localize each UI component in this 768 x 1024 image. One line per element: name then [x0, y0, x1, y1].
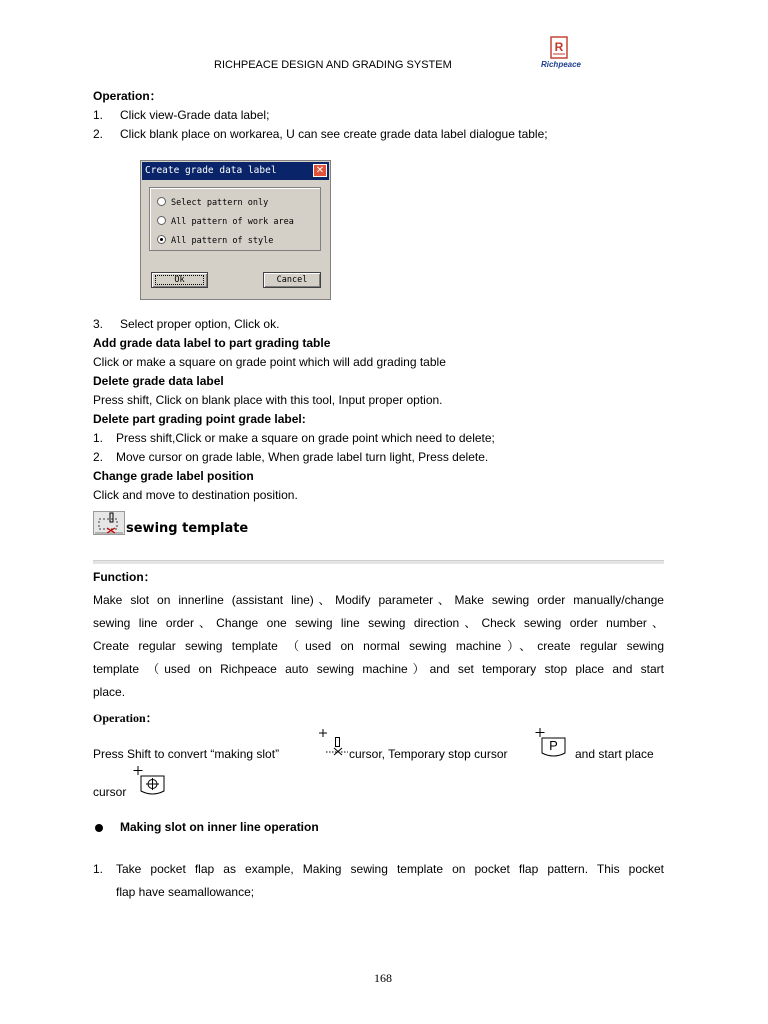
- dialog-titlebar: [142, 162, 329, 180]
- option-label: Select pattern only: [171, 198, 269, 208]
- section-text: Press shift, Click on blank place with this tool, Input proper option.: [93, 393, 443, 407]
- option-all-pattern-of-style[interactable]: [157, 235, 273, 247]
- step-text: Click view-Grade data label;: [120, 108, 270, 122]
- cursor-text: and start place: [575, 747, 654, 761]
- item-line: Take pocket flap as example, Making sewing template on pocket flap pattern. This pocket: [116, 862, 664, 876]
- tool-title: sewing template: [126, 521, 249, 536]
- start-place-cursor-icon: [130, 765, 166, 797]
- operation-heading-2: Operation：: [93, 711, 158, 725]
- making-slot-cursor-icon: [316, 728, 348, 756]
- radio-icon: [157, 216, 166, 225]
- radio-icon: [157, 197, 166, 206]
- dialog-title: Create grade data label: [145, 165, 277, 176]
- description-line: Make slot on innerline (assistant line)、Modify parameter、Make sewing order manually/change: [93, 593, 664, 607]
- cursor-text: Press Shift to convert “making slot”: [93, 747, 280, 761]
- section-heading: Delete part grading point grade label:: [93, 412, 306, 426]
- option-all-pattern-work-area[interactable]: [157, 216, 294, 228]
- bullet-title: Making slot on inner line operation: [120, 820, 319, 834]
- cursor-text: cursor, Temporary stop cursor: [349, 747, 508, 761]
- logo-wordmark: Richpeace: [540, 60, 582, 69]
- section-divider: [93, 560, 664, 564]
- option-label: All pattern of style: [171, 236, 274, 246]
- step-text: Move cursor on grade lable, When grade label turn light, Press delete.: [116, 450, 489, 464]
- temporary-stop-cursor-icon: [532, 727, 568, 759]
- description-line: Create regular sewing template （used on normal sewing machine）、create regular sewing: [93, 639, 664, 653]
- step-number: 3.: [93, 317, 104, 331]
- step-number: 2.: [93, 450, 104, 464]
- bullet-icon: [95, 824, 103, 832]
- logo-mark-icon: [536, 36, 586, 60]
- section-heading: Delete grade data label: [93, 374, 224, 388]
- sewing-template-tool-icon: [93, 511, 125, 535]
- step-number: 1.: [93, 108, 104, 122]
- running-header: RICHPEACE DESIGN AND GRADING SYSTEM: [214, 59, 452, 71]
- close-icon[interactable]: ✕: [313, 164, 327, 177]
- richpeace-logo: [536, 36, 586, 72]
- section-text: Click and move to destination position.: [93, 488, 298, 502]
- step-number: 2.: [93, 127, 104, 141]
- option-label: All pattern of work area: [171, 217, 294, 227]
- item-text: [116, 862, 664, 900]
- p-glyph: P: [549, 738, 558, 753]
- description-line: template （used on Richpeace auto sewing machine）and set temporary stop place and start: [93, 662, 664, 676]
- section-heading: Add grade data label to part grading table: [93, 336, 331, 350]
- section-text: Click or make a square on grade point which will add grading table: [93, 355, 446, 369]
- description-line: sewing line order、Change one sewing line sewing direction、Check sewing order number、: [93, 616, 664, 630]
- description-line: place.: [93, 685, 126, 699]
- cursor-text: cursor: [93, 785, 127, 799]
- section-heading: Change grade label position: [93, 469, 254, 483]
- ok-button[interactable]: Ok: [151, 272, 208, 288]
- step-text: Select proper option, Click ok.: [120, 317, 280, 331]
- page-number: 168: [374, 971, 392, 985]
- create-grade-data-label-dialog: [140, 160, 331, 300]
- svg-text:R: R: [554, 40, 564, 54]
- radio-selected-icon: [157, 235, 166, 244]
- cancel-button[interactable]: Cancel: [263, 272, 321, 288]
- function-heading: Function：: [93, 570, 156, 584]
- step-text: Press shift,Click or make a square on grade point which need to delete;: [116, 431, 495, 445]
- function-description: [93, 589, 664, 704]
- step-text: Click blank place on workarea, U can see create grade data label dialogue table;: [120, 127, 548, 141]
- step-number: 1.: [93, 431, 104, 445]
- item-line: flap have seamallowance;: [116, 885, 255, 899]
- option-select-pattern-only[interactable]: [157, 197, 268, 209]
- item-number: 1.: [93, 862, 104, 876]
- operation-heading: Operation：: [93, 89, 162, 103]
